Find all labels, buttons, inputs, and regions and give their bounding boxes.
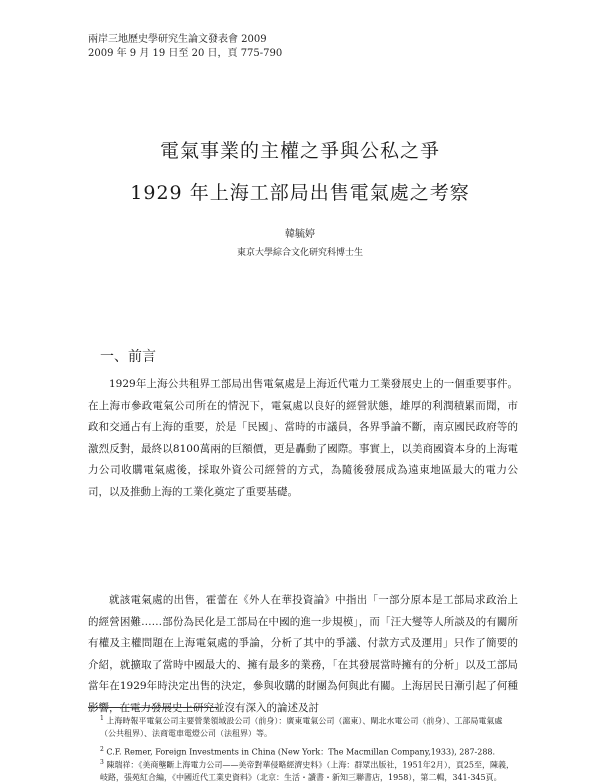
footnote-text: C.F. Remer, Foreign Investments in China (New York：The Macmillan Company,1933), 287-288.: [106, 747, 496, 757]
running-header: [88, 33, 282, 61]
paragraph-1: 1929年上海公共租界工部局出售電氣處是上海近代電力工業發展史上的一個重要事件。在上海市參政電氣公司所在的情況下，電氣處以良好的經營狀態，雄厚的利潤積累而聞，市政和交通占有上海的重要，於是「民國」、當時的市議員，各界爭論不斷，南京國民政府等的激烈反對，最終以8100萬兩的巨額價，更是轟動了國際。事實上，以美商國資本身的上海電力公司收購電氣處後，採取外資公司經營的方式，為隨後發展成為遠東地區最大的電力公司，以及推動上海的工業化奠定了重要基礎。: [88, 378, 518, 498]
footnote-1: [100, 713, 518, 740]
journal-name: 兩岸三地歷史學研究生論文發表會 2009: [88, 34, 267, 45]
footnote-text: 上海時報平電氣公司主要營業領域設公司（前身）：廣東電氣公司（滬東）、閘北水電公司（前身）、工部局電氣處（公共租界）、法商電車電燈公司（法租界）等。: [100, 716, 503, 738]
date-pages: 2009 年 9 月 19 日至 20 日，頁 775-790: [88, 48, 283, 59]
footnote-marker: 1: [100, 715, 104, 722]
footnote-marker: 2: [100, 746, 104, 753]
author-affiliation: 東京大學綜合文化研究科博士生: [236, 248, 363, 258]
section-heading: 一、前言: [100, 349, 156, 365]
footnote-divider: [88, 707, 218, 708]
footnote-3: [100, 757, 518, 784]
footnote-marker: 3: [100, 759, 104, 766]
paper-title: 電氣事業的主權之爭與公私之爭: [159, 140, 440, 162]
author-name: 韓毓婷: [285, 229, 315, 240]
paragraph-2: 就該電氣處的出售，霍蕾在《外人在華投資論》中指出「一部分原本是工部局求政治上的經營困難……部份為民化是工部局在中國的進一步規模」，而「汪大燮等人所談及的有關所有權及主權問題在上海電氣處的爭論，分析了其中的爭議、付款方式及運用」只作了簡要的介紹，就擴取了當時中國最大的、擁有最多的業務，「在其發展當時擁有的分析」以及工部局當年在1929年時決定出售的決定，參與收購的財團為何與此有關。上海居民日漸引起了何種影響，在電力發展史上研究並沒有深入的論述及討: [88, 594, 518, 714]
paper-subtitle: 1929 年上海工部局出售電氣處之考察: [130, 182, 470, 204]
footnote-text: 陳瑞祥：《美商壟斷上海電力公司——美帝對華侵略經濟史料》（上海：群眾出版社，1951年2月），頁25至，陳義，岐路，張苑紅合編，《中國近代工業史資料》（北京：生活・讀書・新知三聯書店，1958），第二輯，341-345頁。: [100, 760, 514, 782]
